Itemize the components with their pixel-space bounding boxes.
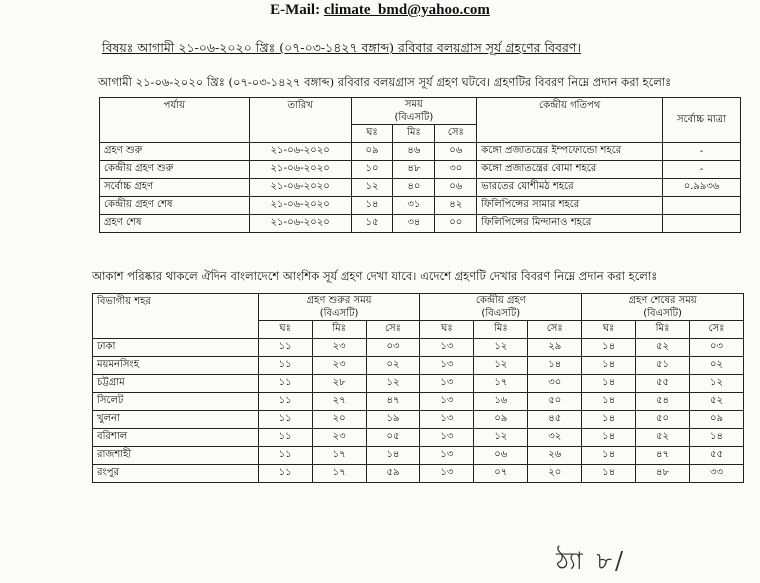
city-cell: চট্টগ্রাম [93,375,259,393]
visibility-paragraph: আকাশ পরিষ্কার থাকলে ঐদিন বাংলাদেশে আংশিক সূর্য গ্রহণ দেখা যাবে। এদেশে গ্রহণটি দেখার বিবরণ নিম্নে প্রদান করা হলোঃ [92,269,658,283]
start-minute-cell: ১৭ [312,447,366,465]
end-hour-cell: ১৪ [582,465,636,483]
start-minute-cell: ২৩ [312,339,366,357]
header-phase: পর্যায় [100,98,250,143]
start-second-cell: ৪৭ [366,393,420,411]
table-row [100,197,741,215]
central-minute-cell: ০৯ [474,411,528,429]
central-second-cell: ৪৫ [528,411,582,429]
end-hour-cell: ১৪ [582,429,636,447]
end-second-cell: ৩৩ [690,465,744,483]
start-second-cell: ১৯ [366,411,420,429]
header-second: সেঃ [690,321,744,339]
header-central-label: কেন্দ্রীয় গ্রহণ [475,295,526,306]
central-second-cell: ৩০ [528,375,582,393]
start-minute-cell: ২৩ [312,429,366,447]
minute-cell: ৩৪ [393,215,435,233]
city-cell: রংপুর [93,465,259,483]
path-cell: ফিলিপিন্সের মিন্দানাও শহরে [477,215,663,233]
email-label: E-Mail: [270,2,321,18]
header-magnitude: সর্বোচ্চ মাত্রা [663,98,741,143]
header-minute: মিঃ [474,321,528,339]
header-hour: ঘঃ [258,321,312,339]
path-cell: ফিলিপিন্সের সামার শহরে [477,197,663,215]
header-start [258,294,420,321]
handwritten-mark: ঠ্যা ৮/ [556,547,627,575]
central-hour-cell: ১৩ [420,465,474,483]
date-cell: ২১-০৬-২০২০ [249,215,351,233]
end-second-cell: ০২ [690,357,744,375]
central-second-cell: ৫০ [528,393,582,411]
header-time [351,98,477,125]
email-header [0,2,760,19]
start-second-cell: ১২ [366,375,420,393]
table-row [100,143,741,161]
start-hour-cell: ১১ [258,411,312,429]
date-cell: ২১-০৬-২০২০ [249,179,351,197]
date-cell: ২১-০৬-২০২০ [249,161,351,179]
central-minute-cell: ১২ [474,429,528,447]
path-cell: ভারতের যোশীমঠ শহরে [477,179,663,197]
magnitude-cell [663,215,741,233]
start-hour-cell: ১১ [258,375,312,393]
header-hour: ঘঃ [351,125,393,143]
end-second-cell: ৫৫ [690,447,744,465]
table-row [93,411,744,429]
magnitude-cell: - [663,143,741,161]
path-cell: কঙ্গো প্রজাতন্ত্রের ইম্পফোন্ডো শহরে [477,143,663,161]
hour-cell: ১০ [351,161,393,179]
city-cell: বরিশাল [93,429,259,447]
central-minute-cell: ১২ [474,357,528,375]
central-hour-cell: ১৩ [420,411,474,429]
city-cell: রাজশাহী [93,447,259,465]
table-row [93,339,744,357]
central-hour-cell: ১৩ [420,339,474,357]
start-hour-cell: ১১ [258,465,312,483]
start-second-cell: ০৫ [366,429,420,447]
minute-cell: ৪৮ [393,161,435,179]
intro-paragraph: আগামী ২১-০৬-২০২০ খ্রিঃ (০৭-০৩-১৪২৭ বঙ্গাব্দ) রবিবার বলয়গ্রাস সূর্য গ্রহণ ঘটবে। গ্রহণটির বিবরণ নিম্নে প্রদান করা হলোঃ [98,75,672,89]
end-minute-cell: ৪৭ [636,447,690,465]
magnitude-cell [663,197,741,215]
end-hour-cell: ১৪ [582,411,636,429]
end-second-cell: ০৩ [690,339,744,357]
date-cell: ২১-০৬-২০২০ [249,197,351,215]
hour-cell: ১৫ [351,215,393,233]
header-central [420,294,582,321]
central-hour-cell: ১৩ [420,375,474,393]
central-hour-cell: ১৩ [420,357,474,375]
header-date: তারিখ [249,98,351,143]
central-minute-cell: ০৭ [474,465,528,483]
end-minute-cell: ৫৫ [636,375,690,393]
header-time-unit: (বিএসটি) [394,112,434,123]
phase-cell: গ্রহণ শুরু [100,143,250,161]
end-second-cell: ১৪ [690,429,744,447]
subject-line: বিষয়ঃ আগামী ২১-০৬-২০২০ খ্রিঃ (০৭-০৩-১৪২৭ বঙ্গাব্দ) রবিবার বলয়গ্রাস সূর্য গ্রহণের বিবরণ। [102,40,581,55]
second-cell: ০০ [435,215,477,233]
start-second-cell: ০৩ [366,339,420,357]
header-minute: মিঃ [636,321,690,339]
table-row [93,429,744,447]
central-hour-cell: ১৩ [420,447,474,465]
city-cell: ময়মনসিংহ [93,357,259,375]
end-minute-cell: ৫২ [636,339,690,357]
end-second-cell: ৫২ [690,393,744,411]
phase-cell: সর্বোচ্চ গ্রহণ [100,179,250,197]
city-cell: খুলনা [93,411,259,429]
header-minute: মিঃ [393,125,435,143]
central-second-cell: ২৬ [528,447,582,465]
end-minute-cell: ৫১ [636,357,690,375]
header-start-label: গ্রহণ শুরুর সময় [306,295,372,306]
second-cell: ৩০ [435,161,477,179]
central-minute-cell: ১৭ [474,375,528,393]
central-minute-cell: ১৬ [474,393,528,411]
start-hour-cell: ১১ [258,339,312,357]
start-hour-cell: ১১ [258,429,312,447]
end-hour-cell: ১৪ [582,357,636,375]
end-minute-cell: ৫০ [636,411,690,429]
end-minute-cell: ৫২ [636,429,690,447]
city-cell: সিলেট [93,393,259,411]
central-minute-cell: ১২ [474,339,528,357]
phase-cell: কেন্দ্রীয় গ্রহণ শেষ [100,197,250,215]
header-end-unit: (বিএসটি) [643,308,682,319]
city-timing-table [92,293,744,483]
minute-cell: ৪০ [393,179,435,197]
central-second-cell: ২৯ [528,339,582,357]
hour-cell: ০৯ [351,143,393,161]
end-hour-cell: ১৪ [582,375,636,393]
email-address[interactable]: climate_bmd@yahoo.com [323,2,490,18]
header-hour: ঘঃ [582,321,636,339]
table-row [93,375,744,393]
second-cell: ৪২ [435,197,477,215]
start-second-cell: ৫৯ [366,465,420,483]
table-row [93,465,744,483]
end-second-cell: ০৯ [690,411,744,429]
table-row [100,161,741,179]
path-cell: কঙ্গো প্রজাতন্ত্রের বোমা শহরে [477,161,663,179]
hour-cell: ১৪ [351,197,393,215]
start-hour-cell: ১১ [258,393,312,411]
table-row [100,179,741,197]
table-row [93,393,744,411]
end-minute-cell: ৫৪ [636,393,690,411]
second-cell: ০৬ [435,143,477,161]
end-hour-cell: ১৪ [582,339,636,357]
city-rows [93,339,744,483]
date-cell: ২১-০৬-২০২০ [249,143,351,161]
start-minute-cell: ২০ [312,411,366,429]
city-cell: ঢাকা [93,339,259,357]
header-second: সেঃ [528,321,582,339]
start-hour-cell: ১১ [258,357,312,375]
end-second-cell: ১২ [690,375,744,393]
header-city: বিভাগীয় শহর [93,294,259,339]
table-row [93,357,744,375]
end-minute-cell: ৪৮ [636,465,690,483]
central-second-cell: ২০ [528,465,582,483]
table-row [93,447,744,465]
second-cell: ০৬ [435,179,477,197]
start-hour-cell: ১১ [258,447,312,465]
eclipse-phase-table [99,97,741,233]
central-hour-cell: ১৩ [420,393,474,411]
magnitude-cell: ০.৯৯৩৬ [663,179,741,197]
central-minute-cell: ০৬ [474,447,528,465]
table-row [100,215,741,233]
header-start-unit: (বিএসটি) [319,308,359,319]
header-minute: মিঃ [312,321,366,339]
phase-cell: কেন্দ্রীয় গ্রহণ শুরু [100,161,250,179]
header-end [582,294,744,321]
header-second: সেঃ [366,321,420,339]
header-time-label: সময় [404,99,423,110]
central-hour-cell: ১৩ [420,429,474,447]
start-minute-cell: ২৩ [312,357,366,375]
start-minute-cell: ২৭ [312,393,366,411]
end-hour-cell: ১৪ [582,393,636,411]
magnitude-cell: - [663,161,741,179]
start-minute-cell: ১৭ [312,465,366,483]
hour-cell: ১২ [351,179,393,197]
minute-cell: ৩১ [393,197,435,215]
header-hour: ঘঃ [420,321,474,339]
start-minute-cell: ২৮ [312,375,366,393]
minute-cell: ৪৬ [393,143,435,161]
header-path: কেন্দ্রীয় গতিপথ [477,98,663,143]
header-end-label: গ্রহণ শেষের সময় [628,295,697,306]
start-second-cell: ১৪ [366,447,420,465]
start-second-cell: ০২ [366,357,420,375]
header-central-unit: (বিএসটি) [481,308,521,319]
phase-cell: গ্রহণ শেষ [100,215,250,233]
end-hour-cell: ১৪ [582,447,636,465]
central-second-cell: ১৪ [528,357,582,375]
central-second-cell: ৩২ [528,429,582,447]
header-second: সেঃ [435,125,477,143]
